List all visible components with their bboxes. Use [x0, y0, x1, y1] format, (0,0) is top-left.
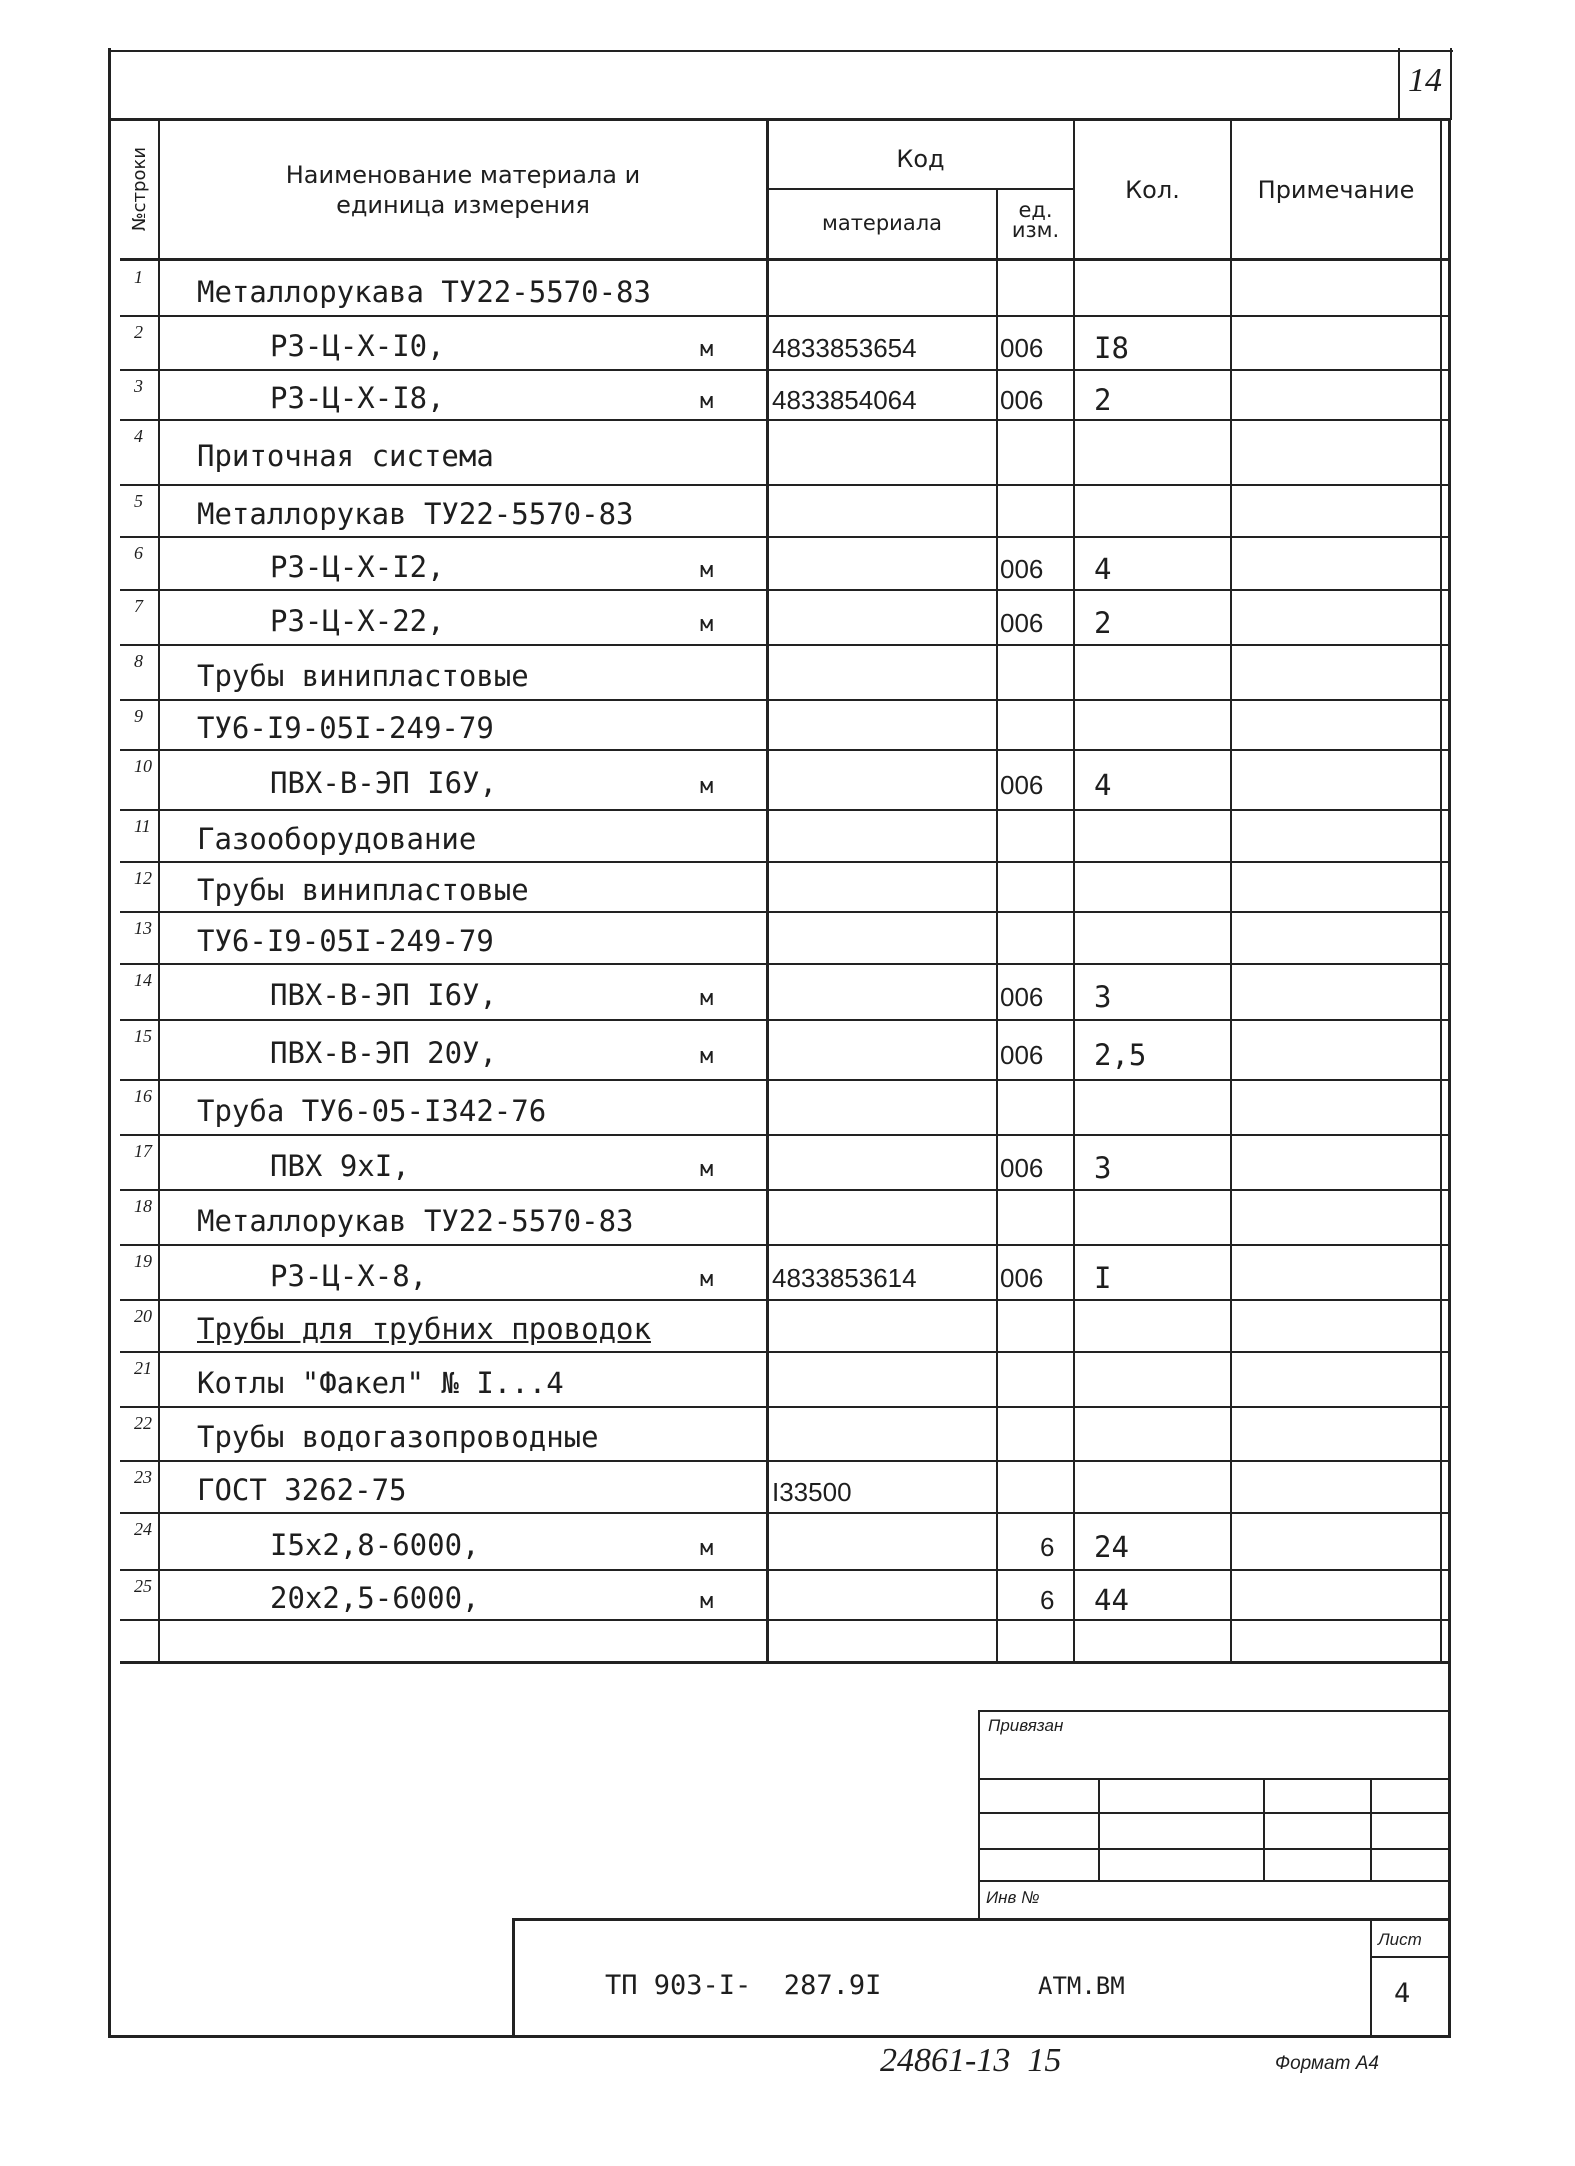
row-unit-code: 006: [1000, 333, 1044, 363]
row-qty: 2: [1094, 383, 1112, 417]
row-name: ПВХ-В-ЭП 20У,: [270, 1036, 497, 1070]
stamp-sheet-label: Лист: [1378, 1930, 1422, 1949]
row-number: 19: [134, 1251, 152, 1271]
row-number: 22: [134, 1413, 152, 1433]
row-number: 5: [134, 491, 143, 511]
header-note: Примечание: [1257, 176, 1415, 204]
header-name-line2: единица измерения: [336, 191, 590, 219]
row-qty: 2,5: [1094, 1038, 1147, 1072]
row-name: Трубы для трубних проводок: [197, 1312, 651, 1346]
page-number: 14: [1408, 62, 1442, 99]
row-unit-code: 006: [1000, 1263, 1044, 1293]
row-unit-code: 006: [1000, 554, 1044, 584]
row-unit-code: 006: [1000, 1153, 1044, 1183]
row-qty: 2: [1094, 606, 1112, 640]
row-unit-code: 6: [1040, 1532, 1055, 1562]
row-name: Металлорукав ТУ22-5570-83: [197, 1204, 634, 1238]
row-unit-code: 006: [1000, 1040, 1044, 1070]
row-name: РЗ-Ц-Х-22,: [270, 604, 445, 638]
header-material: материала: [821, 211, 942, 235]
row-name: Приточная система: [197, 439, 494, 473]
row-qty: 3: [1094, 1151, 1112, 1185]
row-unit-code: 6: [1040, 1585, 1055, 1615]
row-name: РЗ-Ц-Х-I8,: [270, 381, 445, 415]
row-material-code: I33500: [772, 1477, 852, 1507]
row-number: 14: [134, 970, 152, 990]
row-number: 13: [134, 918, 152, 938]
row-number: 23: [134, 1467, 152, 1487]
header-unit: ед. изм.: [1011, 198, 1060, 242]
row-number: 1: [134, 267, 143, 287]
row-name: Газооборудование: [197, 822, 477, 856]
row-name: ТУ6-I9-05I-249-79: [197, 711, 494, 745]
row-number: 10: [134, 756, 152, 776]
row-number: 12: [134, 868, 152, 888]
row-qty: I: [1094, 1261, 1112, 1295]
row-name: РЗ-Ц-Х-I0,: [270, 329, 445, 363]
row-name: Труба ТУ6-05-I342-76: [197, 1094, 547, 1128]
row-name: Трубы винипластовые: [197, 873, 529, 907]
stamp-inv-label: Инв №: [986, 1888, 1040, 1907]
row-qty: 44: [1094, 1583, 1129, 1617]
row-name: РЗ-Ц-Х-I2,: [270, 550, 445, 584]
row-qty: 4: [1094, 552, 1112, 586]
row-number: 8: [134, 651, 143, 671]
format-label: Формат А4: [1275, 2053, 1379, 2074]
row-qty: I8: [1094, 331, 1129, 365]
row-unit-code: 006: [1000, 770, 1044, 800]
row-unit: м: [700, 1536, 714, 1561]
stamp-sheet-number: 4: [1394, 1978, 1411, 2009]
row-unit: м: [700, 1157, 714, 1182]
row-unit: м: [700, 986, 714, 1011]
row-name: Трубы винипластовые: [197, 659, 529, 693]
row-name: ПВХ-В-ЭП I6У,: [270, 978, 497, 1012]
row-unit: м: [700, 558, 714, 583]
header-row-number: №строки: [129, 146, 150, 232]
row-unit: м: [700, 337, 714, 362]
row-name: ТУ6-I9-05I-249-79: [197, 924, 494, 958]
header-code: Код: [896, 145, 945, 173]
row-name: Трубы водогазопроводные: [197, 1420, 599, 1454]
row-material-code: 4833853614: [772, 1263, 917, 1293]
row-name: Металлорукав ТУ22-5570-83: [197, 497, 634, 531]
row-unit-code: 006: [1000, 385, 1044, 415]
row-number: 25: [134, 1576, 152, 1596]
row-number: 16: [134, 1086, 152, 1106]
stamp-document-code: ТП 903-I- 287.9I: [605, 1970, 882, 2001]
row-number: 21: [134, 1358, 152, 1378]
row-name: ПВХ 9хI,: [270, 1149, 410, 1183]
row-unit: м: [700, 612, 714, 637]
row-qty: 24: [1094, 1530, 1129, 1564]
row-number: 4: [134, 426, 143, 446]
row-qty: 4: [1094, 768, 1112, 802]
stamp-document-suffix: АТМ.ВМ: [1038, 1972, 1125, 2000]
row-unit: м: [700, 774, 714, 799]
row-number: 24: [134, 1519, 152, 1539]
row-number: 2: [134, 322, 143, 342]
row-name: I5х2,8-6000,: [270, 1528, 480, 1562]
handwritten-number: 24861-13 15: [880, 2042, 1062, 2079]
row-number: 15: [134, 1026, 152, 1046]
row-name: Металлорукава ТУ22-5570-83: [197, 275, 651, 309]
row-number: 11: [134, 816, 151, 836]
row-number: 18: [134, 1196, 152, 1216]
row-unit: м: [700, 1044, 714, 1069]
row-number: 9: [134, 706, 143, 726]
row-number: 17: [134, 1141, 152, 1161]
header-name-line1: Наименование материала и: [285, 161, 641, 189]
row-number: 6: [134, 543, 143, 563]
row-unit: м: [700, 1589, 714, 1614]
row-unit: м: [700, 1267, 714, 1292]
row-number: 7: [134, 596, 143, 616]
row-material-code: 4833853654: [772, 333, 917, 363]
row-unit-code: 006: [1000, 608, 1044, 638]
row-number: 20: [134, 1306, 152, 1326]
row-name: ГОСТ 3262-75: [197, 1473, 407, 1507]
row-name: Котлы "Факел" № I...4: [197, 1366, 564, 1400]
row-qty: 3: [1094, 980, 1112, 1014]
row-unit: м: [700, 389, 714, 414]
row-name: 20х2,5-6000,: [270, 1581, 480, 1615]
row-number: 3: [134, 376, 143, 396]
row-unit-code: 006: [1000, 982, 1044, 1012]
row-material-code: 4833854064: [772, 385, 917, 415]
stamp-bound-label: Привязан: [988, 1716, 1064, 1735]
row-name: ПВХ-В-ЭП I6У,: [270, 766, 497, 800]
row-name: РЗ-Ц-Х-8,: [270, 1259, 428, 1293]
header-qty: Кол.: [1125, 176, 1180, 204]
